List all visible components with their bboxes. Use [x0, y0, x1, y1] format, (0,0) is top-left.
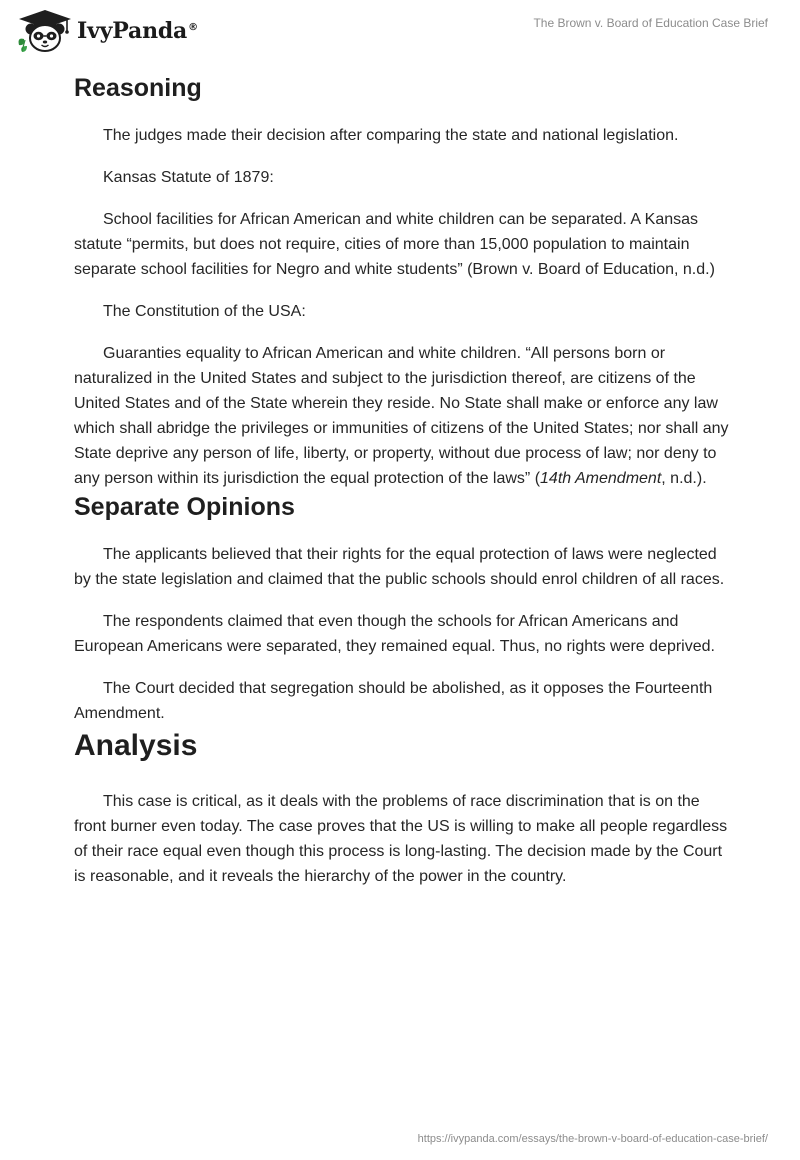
citation-tail: , n.d.). [661, 470, 707, 487]
heading-analysis: Analysis [74, 729, 198, 762]
source-url[interactable]: https://ivypanda.com/essays/the-brown-v-board-of-education-case-brief/ [417, 1133, 768, 1145]
reasoning-paragraph-1: The judges made their decision after comparing the state and national legislation. [103, 127, 679, 144]
heading-reasoning: Reasoning [74, 74, 202, 102]
article-body [74, 72, 730, 889]
opinions-paragraph-2: The respondents claimed that even though the schools for African Americans and European Americans were separated, they remained equal. Thus, no rights were deprived. [74, 613, 715, 655]
opinions-paragraph-1: The applicants believed that their rights for the equal protection of laws were neglected by the state legislation and claimed that the public schools should enrol children of all races. [74, 546, 725, 588]
analysis-paragraph-1: This case is critical, as it deals with the problems of race discrimination that is on the front burner even today. The case proves that the US is willing to make all people regardless of their race equal even though this process is long-lasting. The decision made by the Court is reasonable, and it reveals the hierarchy of the power in the country. [74, 793, 728, 885]
registered-mark: ® [188, 21, 198, 33]
reasoning-paragraph-3: School facilities for African American and white children can be separated. A Kansas statute “permits, but does not require, cities of more than 15,000 population to maintain separate school facilities for Negro and white students” (Brown v. Board of Education, n.d.) [74, 211, 715, 278]
quote-text: Guaranties equality to African American and white children. “All persons born or naturalized in the United States and subject to the jurisdiction thereof, are citizens of the United States and of the State wherein they reside. No State shall make or enforce any law which shall abridge the privileges or immunities of citizens of the United States; nor shall any State deprive any person of life, liberty, or property, without due process of law; nor deny to any person within its jurisdiction the equal protection of the laws” ( [74, 345, 729, 487]
reasoning-paragraph-4: The Constitution of the USA: [103, 303, 306, 320]
document-title: The Brown v. Board of Education Case Brief [533, 16, 768, 30]
heading-separate-opinions: Separate Opinions [74, 493, 295, 521]
citation-source: 14th Amendment [540, 470, 662, 487]
reasoning-paragraph-2: Kansas Statute of 1879: [103, 169, 274, 186]
reasoning-paragraph-5 [74, 341, 730, 491]
panda-graduate-icon [16, 9, 74, 53]
opinions-paragraph-3: The Court decided that segregation should be abolished, as it opposes the Fourteenth Amendment. [74, 680, 713, 722]
brand-logo[interactable] [16, 9, 198, 53]
brand-name: IvyPanda® [77, 18, 198, 44]
